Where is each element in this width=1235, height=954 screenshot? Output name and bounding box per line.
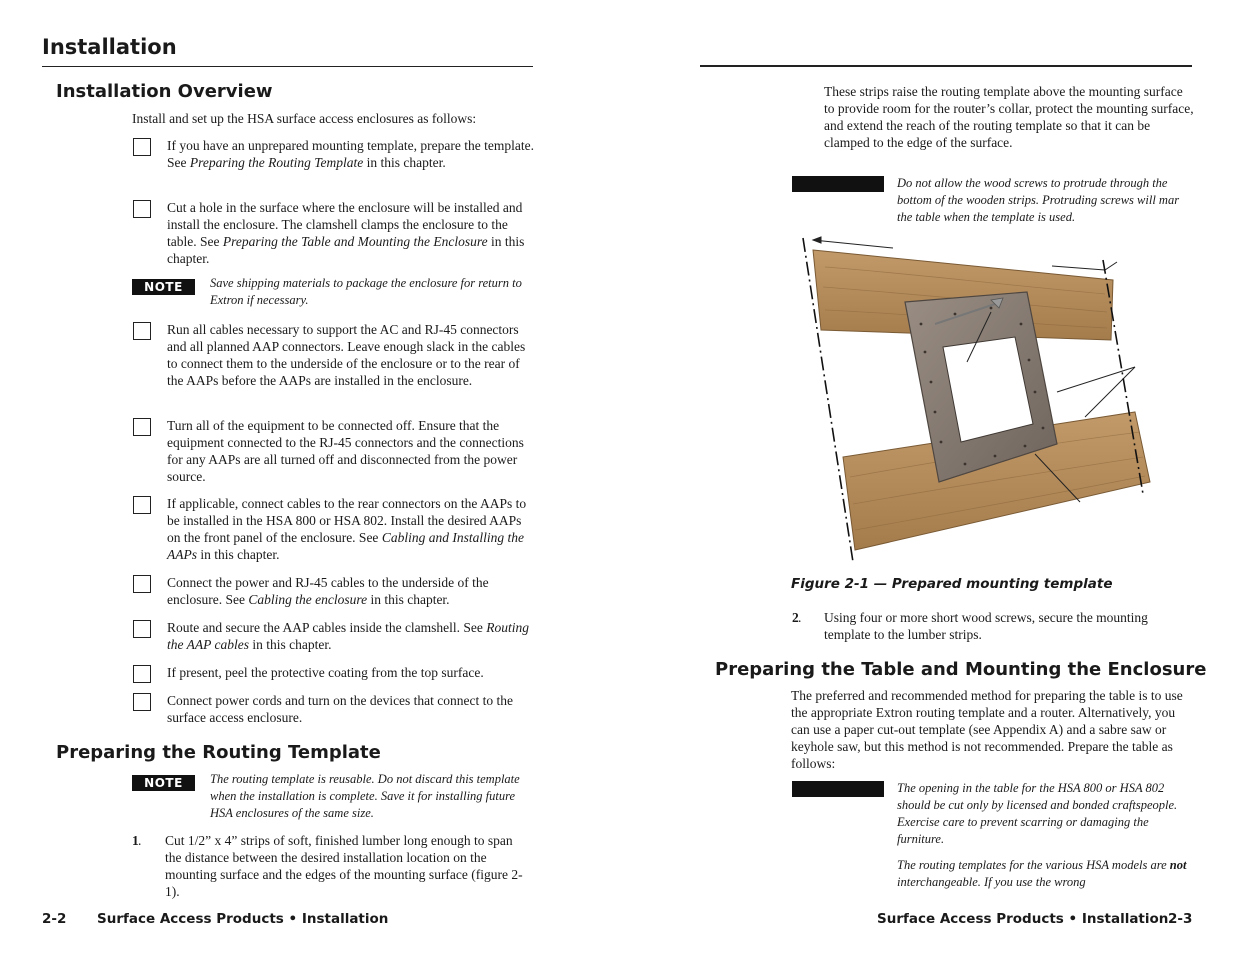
step-dot: . xyxy=(138,833,142,848)
footer-page-number: 2-3 xyxy=(1168,911,1193,927)
checklist-item: If you have an unprepared mounting template, prepare the template. See Preparing the Routing Template in this chapter. xyxy=(167,138,534,170)
checkbox[interactable] xyxy=(133,693,151,711)
step-number: 2 xyxy=(792,610,799,625)
step-dot: . xyxy=(798,610,802,625)
checkbox[interactable] xyxy=(133,665,151,683)
checkbox[interactable] xyxy=(133,575,151,593)
caution-badge xyxy=(792,176,884,192)
checkbox[interactable] xyxy=(133,200,151,218)
checklist-item: If applicable, connect cables to the rear connectors on the AAPs to be installed in the HSA 800 or HSA 802. Install the desired AAPs on the front panel of the enclosure. See Cabling and Installing the AAPs in this chapter. xyxy=(167,496,527,562)
note-badge: NOTE xyxy=(132,775,195,791)
footer-title: Surface Access Products • Installation xyxy=(97,911,389,927)
page-title: Installation xyxy=(42,35,177,59)
caution-text: The opening in the table for the HSA 800 or HSA 802 should be cut only by licensed and bonded craftspeople. Exercise care to prevent scarring or damaging the furniture. xyxy=(897,781,1178,846)
mounting-template-figure xyxy=(795,232,1155,572)
step-text: Cut 1/2” x 4” strips of soft, finished lumber long enough to span the distance between the desired installation location on the mounting surface and the edges of the mounting surface (figure 2-1). xyxy=(165,833,523,899)
checkbox[interactable] xyxy=(133,138,151,156)
routing-heading: Preparing the Routing Template xyxy=(56,742,381,763)
step-text: Using four or more short wood screws, secure the mounting template to the lumber strips. xyxy=(824,610,1148,642)
note-text: The routing template is reusable. Do not discard this template when the installation is complete. Save it for installing future HSA enclosures of the same size. xyxy=(210,772,520,820)
checklist-item: Cut a hole in the surface where the enclosure will be installed and install the enclosure. The clamshell clamps the enclosure to the table. See Preparing the Table and Mounting the Enclosure in this chapter. xyxy=(167,200,525,266)
header-rule xyxy=(700,65,1192,67)
checklist-item: Turn all of the equipment to be connected off. Ensure that the equipment connected to the RJ-45 connectors and the connections for any AAPs are all turned off and disconnected from the power source. xyxy=(167,418,524,484)
checklist-item: Connect the power and RJ-45 cables to the underside of the enclosure. See Cabling the enclosure in this chapter. xyxy=(167,575,489,607)
checklist-item: Run all cables necessary to support the AC and RJ-45 connectors and all planned AAP connectors. Leave enough slack in the cables to connect them to the underside of the enclosure or to the rear of the AAPs before the AAPs are installed in the enclosure. xyxy=(167,322,526,388)
checklist-item: Connect power cords and turn on the devices that connect to the surface access enclosure. xyxy=(167,693,514,725)
step-number: 1 xyxy=(132,833,139,848)
caution-badge xyxy=(792,781,884,797)
caution-text: The routing templates for the various HSA models are not interchangeable. If you use the wrong xyxy=(897,858,1187,889)
table-intro: The preferred and recommended method for preparing the table is to use the appropriate Extron routing template and a router. Alternatively, you can use a paper cut-out template (see Appendix A) and a sabre saw or keyhole saw, but this method is not recommended. Prepare the table as follows: xyxy=(791,688,1183,771)
caution-text: Do not allow the wood screws to protrude through the bottom of the wooden strips. Protruding screws will mar the table when the template is used. xyxy=(897,176,1180,224)
figure-caption: Figure 2-1 — Prepared mounting template xyxy=(791,576,1113,592)
checkbox[interactable] xyxy=(133,620,151,638)
checkbox[interactable] xyxy=(133,322,151,340)
footer-page-number: 2-2 xyxy=(42,911,67,927)
strips-paragraph: These strips raise the routing template above the mounting surface to provide room for the router’s collar, protect the mounting surface, and extend the reach of the routing template so that it can be clamped to the edge of the surface. xyxy=(824,84,1194,150)
checklist-item: Route and secure the AAP cables inside the clamshell. See Routing the AAP cables in this chapter. xyxy=(167,620,530,652)
footer-title: Surface Access Products • Installation xyxy=(877,911,1169,927)
note-badge: NOTE xyxy=(132,279,195,295)
checkbox[interactable] xyxy=(133,496,151,514)
header-rule xyxy=(42,66,533,67)
table-heading: Preparing the Table and Mounting the Enclosure xyxy=(715,659,1207,680)
checkbox[interactable] xyxy=(133,418,151,436)
overview-heading: Installation Overview xyxy=(56,81,273,102)
note-text: Save shipping materials to package the enclosure for return to Extron if necessary. xyxy=(210,276,522,307)
checklist-item: If present, peel the protective coating from the top surface. xyxy=(167,665,484,680)
overview-intro: Install and set up the HSA surface access enclosures as follows: xyxy=(132,111,477,126)
